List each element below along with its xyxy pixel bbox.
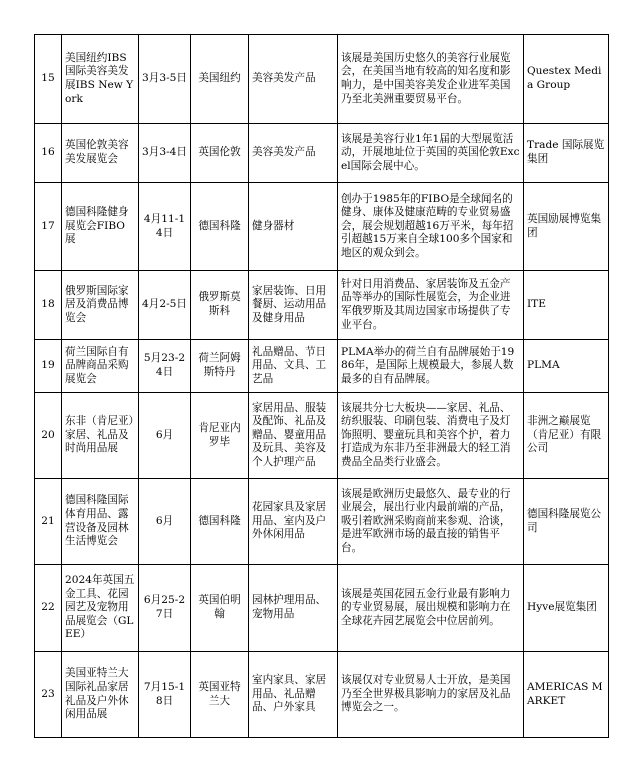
exhibition-organizer: AMERICAS MARKET: [524, 652, 609, 738]
exhibition-description: 针对日用消费品、家居装饰及五金产品等举办的国际性展览会，为企业进军俄罗斯及其周边国家市场提供了专业平台。: [338, 271, 524, 340]
exhibition-category: 美容美发产品: [249, 35, 338, 124]
exhibition-city: 俄罗斯莫斯科: [191, 271, 249, 340]
exhibition-description: 该展是美容行业1年1届的大型展览活动，开展地址位于英国的英国伦敦Excel国际会展中心。: [338, 124, 524, 183]
exhibition-date: 3月3-5日: [139, 35, 191, 124]
row-number: 19: [35, 340, 62, 393]
exhibition-name: 俄罗斯国际家居及消费品博览会: [62, 271, 139, 340]
exhibition-date: 6月25-27日: [139, 565, 191, 652]
exhibition-date: 6月: [139, 393, 191, 479]
exhibition-category: 健身器材: [249, 183, 338, 271]
exhibition-organizer: 英国励展博览集团: [524, 183, 609, 271]
row-number: 20: [35, 393, 62, 479]
table-row: [35, 35, 609, 124]
exhibition-city: 英国亚特兰大: [191, 652, 249, 738]
exhibition-organizer: Hyve展览集团: [524, 565, 609, 652]
exhibition-description: 该展是美国历史悠久的美容行业展览会，在美国当地有较高的知名度和影响力，是中国美容美发企业进军美国乃至北美洲重要贸易平台。: [338, 35, 524, 124]
exhibition-city: 英国伯明翰: [191, 565, 249, 652]
table-row: [35, 479, 609, 565]
row-number: 15: [35, 35, 62, 124]
exhibition-name: 美国纽约IBS国际美容美发展IBS New York: [62, 35, 139, 124]
table-row: [35, 565, 609, 652]
exhibition-organizer: 德国科隆展览公司: [524, 479, 609, 565]
exhibition-name: 德国科隆国际体育用品、露营设备及园林生活博览会: [62, 479, 139, 565]
exhibition-organizer: Questex Media Group: [524, 35, 609, 124]
exhibition-organizer: PLMA: [524, 340, 609, 393]
exhibition-category: 家居装饰、日用餐厨、运动用品及健身用品: [249, 271, 338, 340]
exhibition-city: 英国伦敦: [191, 124, 249, 183]
exhibition-description: 该展是欧洲历史最悠久、最专业的行业展会，展出行业内最前端的产品，吸引着欧洲采购商前来参观、洽谈，是进军欧洲市场的最直接的销售平台。: [338, 479, 524, 565]
exhibition-date: 5月23-24日: [139, 340, 191, 393]
row-number: 22: [35, 565, 62, 652]
table-row: [35, 652, 609, 738]
table-row: [35, 183, 609, 271]
exhibition-city: 荷兰阿姆斯特丹: [191, 340, 249, 393]
row-number: 17: [35, 183, 62, 271]
exhibition-category: 园林护理用品、宠物用品: [249, 565, 338, 652]
exhibition-category: 美容美发产品: [249, 124, 338, 183]
exhibition-description: PLMA举办的荷兰自有品牌展始于1986年，是国际上规模最大，参展人数最多的自有品牌展。: [338, 340, 524, 393]
exhibition-city: 美国纽约: [191, 35, 249, 124]
exhibition-date: 7月15-18日: [139, 652, 191, 738]
exhibition-table: [34, 34, 609, 738]
exhibition-name: 德国科隆健身展览会FIBO展: [62, 183, 139, 271]
exhibition-description: 该展仅对专业贸易人士开放，是美国乃至全世界极具影响力的家居及礼品博览会之一。: [338, 652, 524, 738]
row-number: 21: [35, 479, 62, 565]
exhibition-description: 该展共分七大板块——家居、礼品、纺织服装、印刷包装、消费电子及灯饰照明、婴童玩具和美容个护，着力打造成为东非乃至非洲最大的轻工消费品全品类行业盛会。: [338, 393, 524, 479]
exhibition-city: 德国科隆: [191, 479, 249, 565]
table-row: [35, 340, 609, 393]
exhibition-name: 美国亚特兰大国际礼品家居礼品及户外休闲用品展: [62, 652, 139, 738]
exhibition-category: 室内家具、家居用品、礼品赠品、户外家具: [249, 652, 338, 738]
table-row: [35, 393, 609, 479]
row-number: 16: [35, 124, 62, 183]
exhibition-name: 东非（肯尼亚）家居、礼品及时尚用品展: [62, 393, 139, 479]
table-row: [35, 271, 609, 340]
exhibition-name: 英国伦敦美容美发展览会: [62, 124, 139, 183]
exhibition-category: 花园家具及家居用品、室内及户外休闲用品: [249, 479, 338, 565]
exhibition-description: 该展是英国花园五金行业最有影响力的专业贸易展，展出规模和影响力在全球花卉园艺展览会中位居前列。: [338, 565, 524, 652]
row-number: 18: [35, 271, 62, 340]
exhibition-category: 家居用品、服装及配饰、礼品及赠品、婴童用品及玩具、美容及个人护理产品: [249, 393, 338, 479]
exhibition-category: 礼品赠品、节日用品、文具、工艺品: [249, 340, 338, 393]
exhibition-name: 2024年英国五金工具、花园园艺及宠物用品展览会（GLEE）: [62, 565, 139, 652]
exhibition-organizer: 非洲之巅展览（肯尼亚）有限公司: [524, 393, 609, 479]
exhibition-date: 3月3-4日: [139, 124, 191, 183]
exhibition-city: 德国科隆: [191, 183, 249, 271]
exhibition-date: 6月: [139, 479, 191, 565]
exhibition-organizer: Trade 国际展览集团: [524, 124, 609, 183]
exhibition-description: 创办于1985年的FIBO是全球闻名的健身、康体及健康范畴的专业贸易盛会，展会规划超越16万平米，每年招引超越15万来自全球100多个国家和地区的观众到会。: [338, 183, 524, 271]
exhibition-date: 4月11-14日: [139, 183, 191, 271]
exhibition-organizer: ITE: [524, 271, 609, 340]
exhibition-date: 4月2-5日: [139, 271, 191, 340]
table-row: [35, 124, 609, 183]
exhibition-name: 荷兰国际自有品牌商品采购展览会: [62, 340, 139, 393]
exhibition-city: 肯尼亚内罗毕: [191, 393, 249, 479]
row-number: 23: [35, 652, 62, 738]
